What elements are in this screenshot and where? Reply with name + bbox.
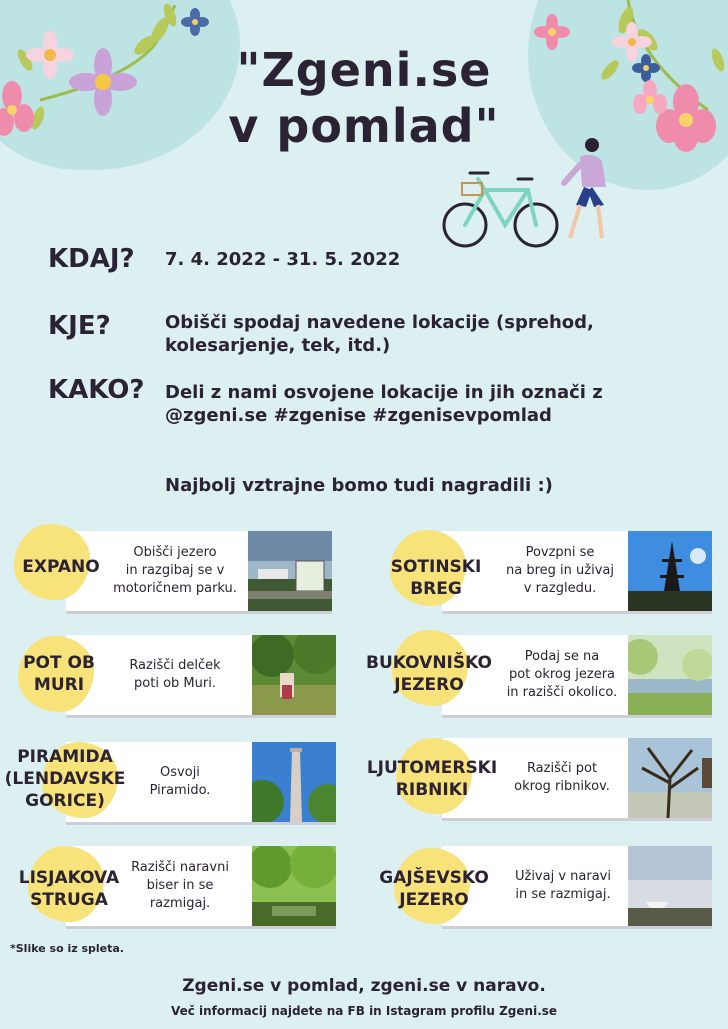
location-description: Uživaj v naravi in se razmigaj.: [514, 869, 611, 902]
location-description: Podaj se na pot okrog jezera in razišči okolico.: [506, 649, 618, 700]
reward-text: Najbolj vztrajne bomo tudi nagradili :): [165, 475, 553, 496]
title-line-2: v pomlad": [228, 99, 500, 153]
location-name: GAJŠEVSKO JEZERO: [379, 868, 489, 910]
location-name: BUKOVNIŠKO JEZERO: [366, 653, 492, 695]
location-name: POT OB MURI: [23, 653, 95, 695]
kje-label: KJE?: [48, 311, 111, 341]
location-description: Obišči jezero in razgibaj se v motoričnem parku.: [113, 545, 237, 596]
location-photo: [628, 738, 712, 818]
kdaj-label: KDAJ?: [48, 244, 135, 274]
location-photo: [252, 635, 336, 715]
location-name: EXPANO: [22, 557, 100, 577]
location-description: Povzpni se na breg in uživaj v razgledu.: [506, 545, 614, 596]
location-photo: [628, 635, 712, 715]
bicycle-woman-illustration: [440, 135, 620, 250]
location-name: LISJAKOVA STRUGA: [18, 868, 120, 910]
kdaj-value: 7. 4. 2022 - 31. 5. 2022: [165, 249, 401, 270]
kje-line-1: Obišči spodaj navedene lokacije (sprehod,: [165, 312, 594, 333]
kako-value: [165, 381, 603, 427]
location-description: Razišči naravni biser in se razmigaj.: [131, 860, 229, 911]
kako-label: KAKO?: [48, 375, 145, 405]
location-photo: [252, 846, 336, 926]
location-photo: [248, 531, 332, 611]
location-description: Razišči pot okrog ribnikov.: [514, 761, 610, 794]
location-name: SOTINSKI BREG: [390, 557, 482, 599]
footer-more-info: Več informacij najdete na FB in Istagram profilu Zgeni.se: [170, 1004, 558, 1018]
kako-line-1: Deli z nami osvojene lokacije in jih označi z: [165, 382, 603, 403]
kje-value: [165, 311, 594, 357]
footer-slogan: Zgeni.se v pomlad, zgeni.se v naravo.: [182, 976, 546, 996]
kako-line-2: @zgeni.se #zgenise #zgenisevpomlad: [165, 405, 552, 426]
kje-line-2: kolesarjenje, tek, itd.): [165, 335, 391, 356]
location-photo: [628, 846, 712, 926]
title-line-1: "Zgeni.se: [236, 43, 492, 97]
location-description: Razišči delček poti ob Muri.: [129, 658, 221, 691]
location-photo: [252, 742, 336, 822]
location-name: PIRAMIDA (LENDAVSKE GORICE): [4, 747, 126, 811]
location-description: Osvoji Piramido.: [149, 765, 211, 798]
image-source-note: *Slike so iz spleta.: [10, 942, 124, 955]
location-photo: [628, 531, 712, 611]
location-name: LJUTOMERSKI RIBNIKI: [366, 758, 498, 800]
